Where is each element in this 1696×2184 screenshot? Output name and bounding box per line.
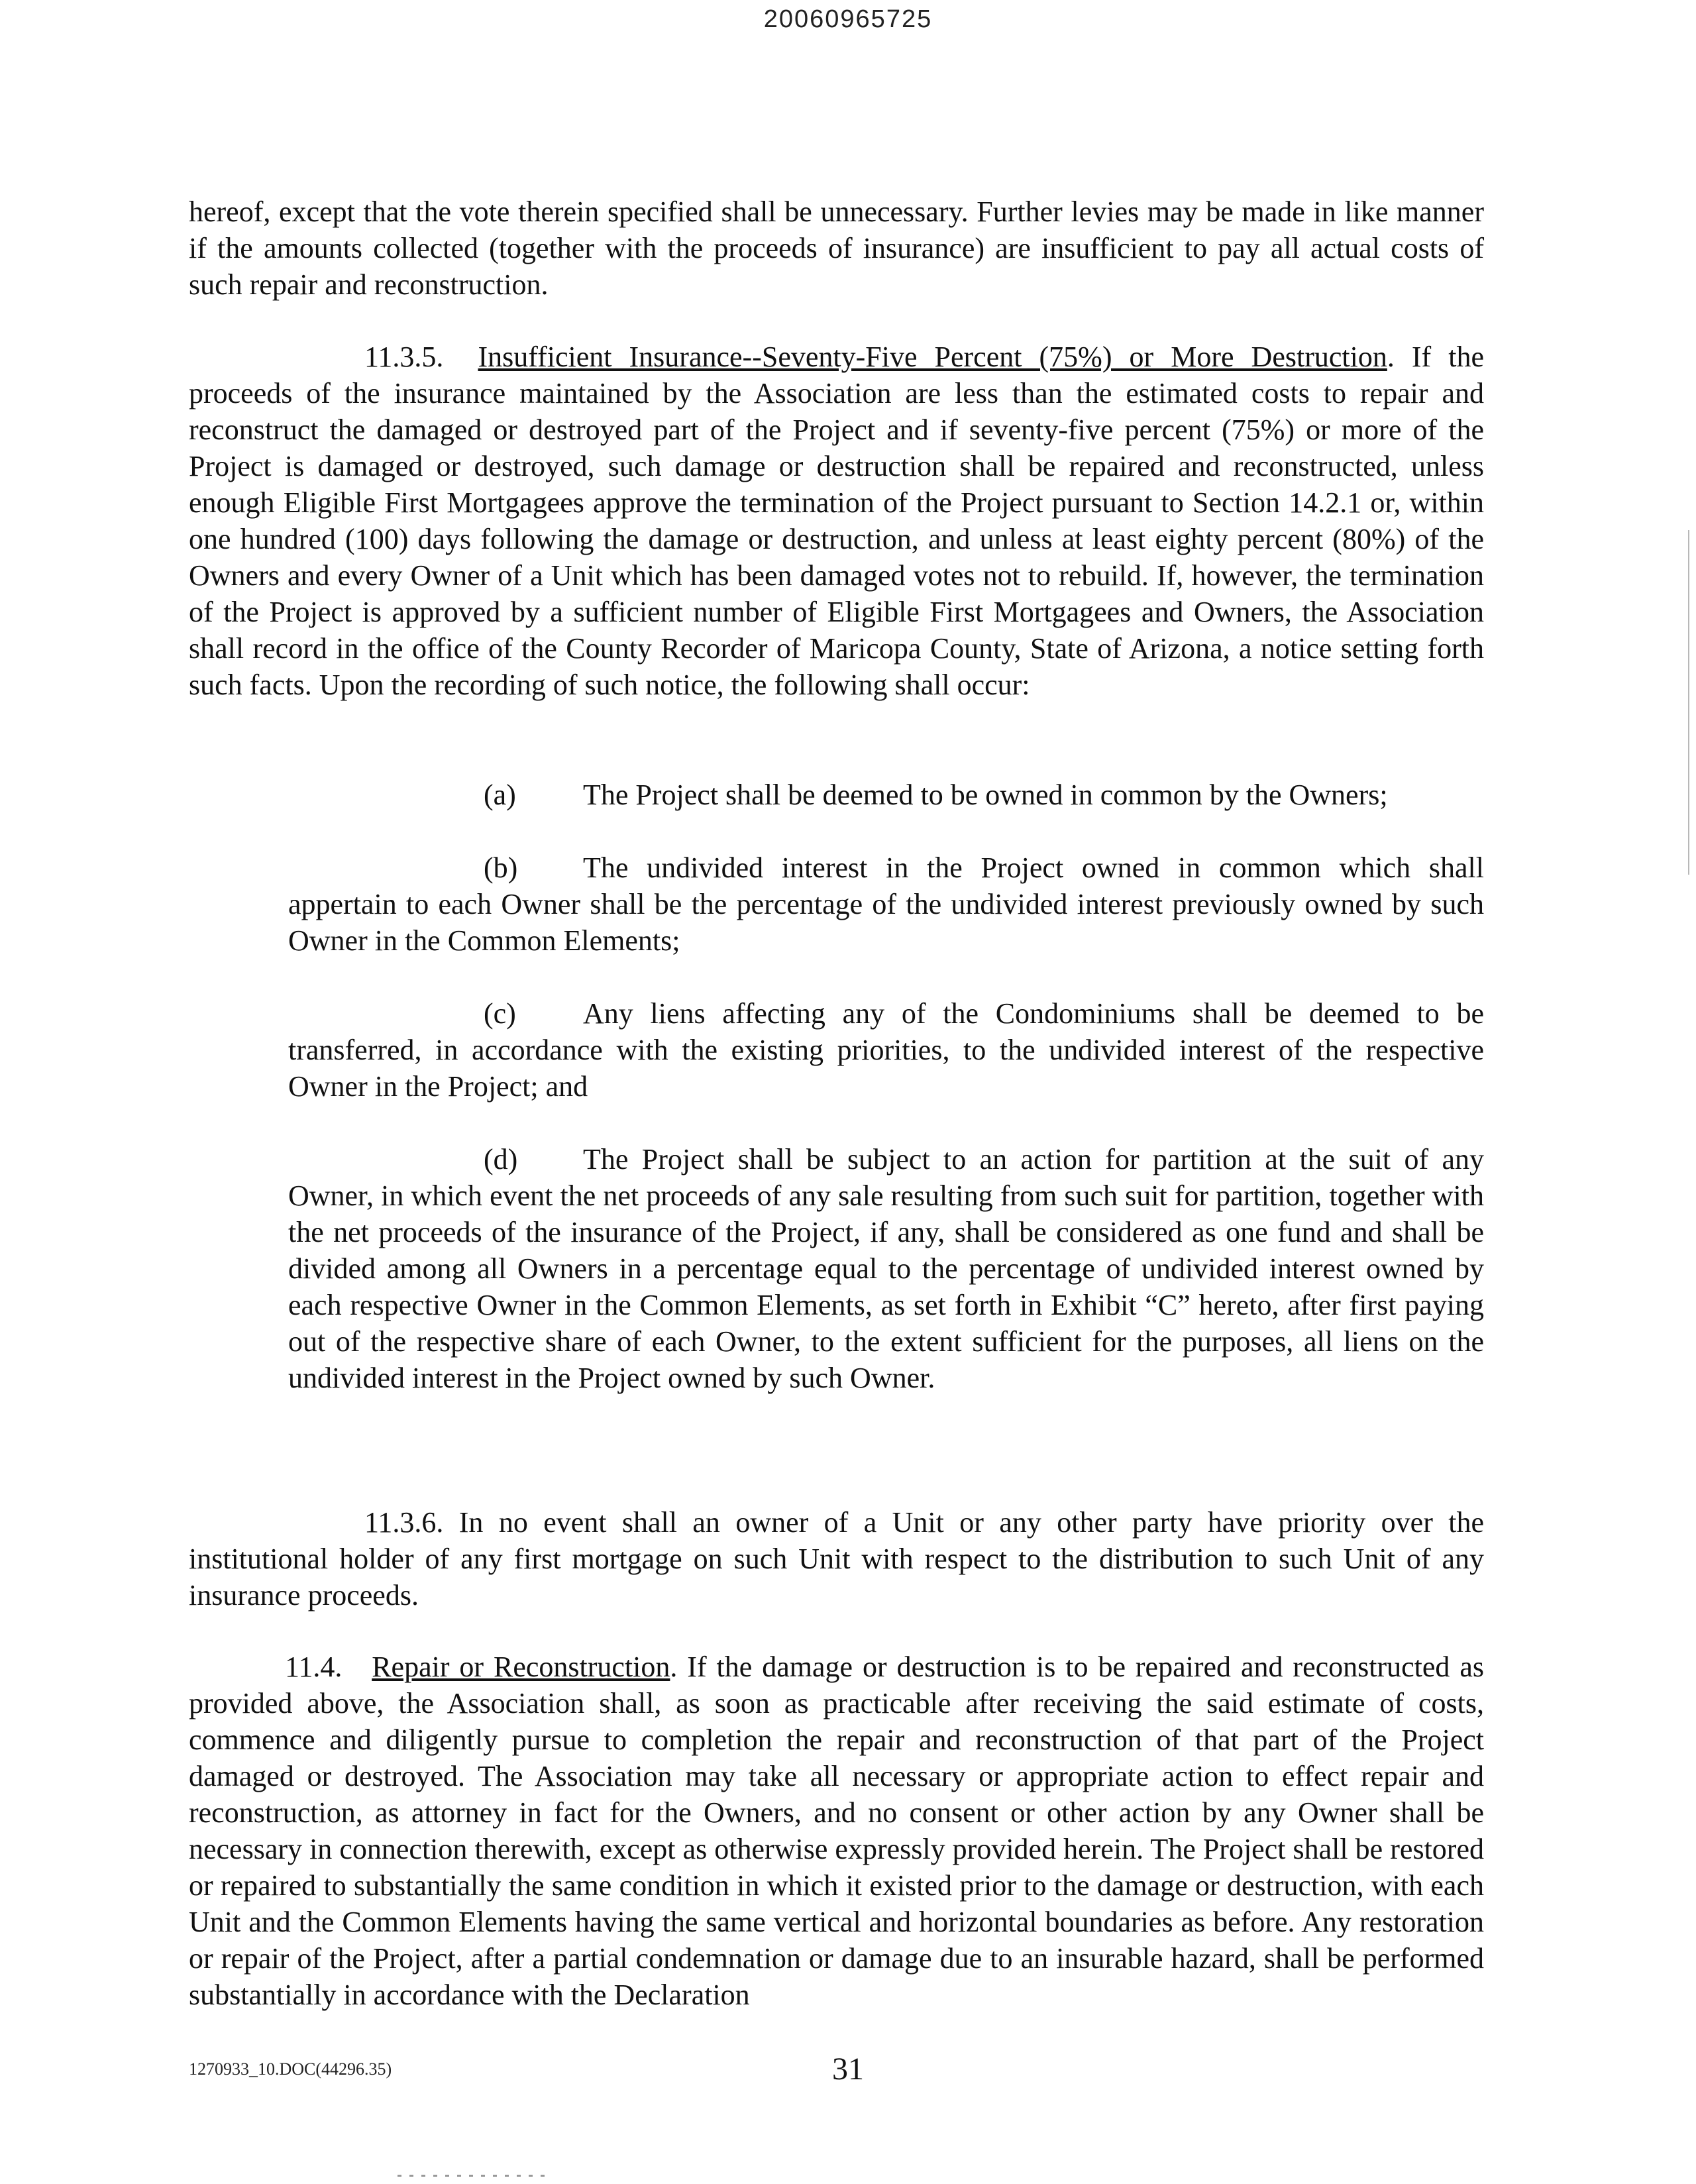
subparagraph-b [288,849,1484,959]
subparagraph-c-label: (c) [484,997,516,1030]
section-body: . If the proceeds of the insurance maintained by the Association are less than the estimated costs to repair and reconstruct the damaged or destroyed part of the Project and if seventy-five percent (75%) or more of the Project is damaged or destroyed, such damage or destruction shall be repaired and reconstructed, unless enough Eligible First Mortgagees approve the termination of the Project pursuant to Section 14.2.1 or, within one hundred (100) days following the damage or destruction, and unless at least eighty percent (80%) of the Owners and every Owner of a Unit which has been damaged votes not to rebuild. If, however, the termination of the Project is approved by a sufficient number of Eligible First Mortgagees and Owners, the Association shall record in the office of the County Recorder of Maricopa County, State of Arizona, a notice setting forth such facts. Upon the recording of such notice, the following shall occur: [189,341,1484,701]
section-body: In no event shall an owner of a Unit or any other party have priority over the institutional holder of any first mortgage on such Unit with respect to the distribution to such Unit of any insurance proceeds. [189,1506,1485,1611]
page-number: 31 [832,2051,864,2087]
scan-edge-mark [1688,530,1689,875]
subparagraph-a-label: (a) [484,779,516,811]
section-body: . If the damage or destruction is to be repaired and reconstructed as provided above, the Association shall, as soon as practicable after receiving the said estimate of costs, commence and diligently pursue to completion the repair and reconstruction of that part of the Project damaged or destroyed. The Association may take all necessary or appropriate action to effect repair and reconstruction, as attorney in fact for the Owners, and no consent or other action by any Owner shall be necessary in connection therewith, except as otherwise expressly provided herein. The Project shall be restored or repaired to substantially the same condition in which it existed prior to the damage or destruction, with each Unit and the Common Elements having the same vertical and horizontal boundaries as before. Any restoration or repair of the Project, after a partial condemnation or damage due to an insurable hazard, shall be performed substantially in accordance with the Declaration [189,1651,1484,2011]
subparagraph-d [288,1141,1484,1396]
subparagraph-d-text: The Project shall be subject to an action for partition at the suit of any Owner, in which event the net proceeds of any sale resulting from such suit for partition, together with the net proceeds of the insurance of the Project, if any, shall be considered as one fund and shall be divided among all Owners in a percentage equal to the percentage of undivided interest owned by each respective Owner in the Common Elements, as set forth in Exhibit “C” hereto, after first paying out of the respective share of each Owner, to the extent sufficient for the purposes, all liens on the undivided interest in the Project owned by such Owner. [288,1143,1484,1394]
section-11-3-5-text [189,339,1484,703]
paragraph-text: hereof, except that the vote therein specified shall be unnecessary. Further levies may be made in like manner if the amounts collected (together with the proceeds of insurance) are insufficient to pay all actual costs of such repair and reconstruction. [189,195,1484,301]
section-11-3-6-text [189,1504,1484,1613]
subparagraph-d-label: (d) [484,1143,518,1175]
subparagraph-b-label: (b) [484,851,518,884]
section-heading: Insufficient Insurance--Seventy-Five Percent (75%) or More Destruction [478,341,1387,373]
document-code: 1270933_10.DOC(44296.35) [189,2059,392,2079]
subparagraph-a [288,777,1484,813]
section-11-3-5 [189,339,1484,703]
section-11-3-6 [189,1504,1484,1613]
section-number: 11.4. [285,1651,343,1683]
scan-artifact [398,2175,550,2177]
subparagraph-b-text: The undivided interest in the Project owned in common which shall appertain to each Owner shall be the percentage of the undivided interest previously owned by such Owner in the Common Elements; [288,851,1484,957]
subparagraph-c [288,995,1484,1105]
recording-number: 20060965725 [763,5,933,33]
section-11-4-text [189,1649,1484,2013]
subparagraph-a-text: The Project shall be deemed to be owned in common by the Owners; [583,779,1388,811]
subparagraph-c-text: Any liens affecting any of the Condominiums shall be deemed to be transferred, in accordance with the existing priorities, to the undivided interest of the respective Owner in the Project; and [288,997,1484,1103]
section-number: 11.3.5. [364,341,444,373]
section-11-4 [189,1649,1484,2013]
paragraph-continuation [189,193,1484,303]
section-number: 11.3.6. [364,1506,444,1539]
section-heading: Repair or Reconstruction [372,1651,670,1683]
